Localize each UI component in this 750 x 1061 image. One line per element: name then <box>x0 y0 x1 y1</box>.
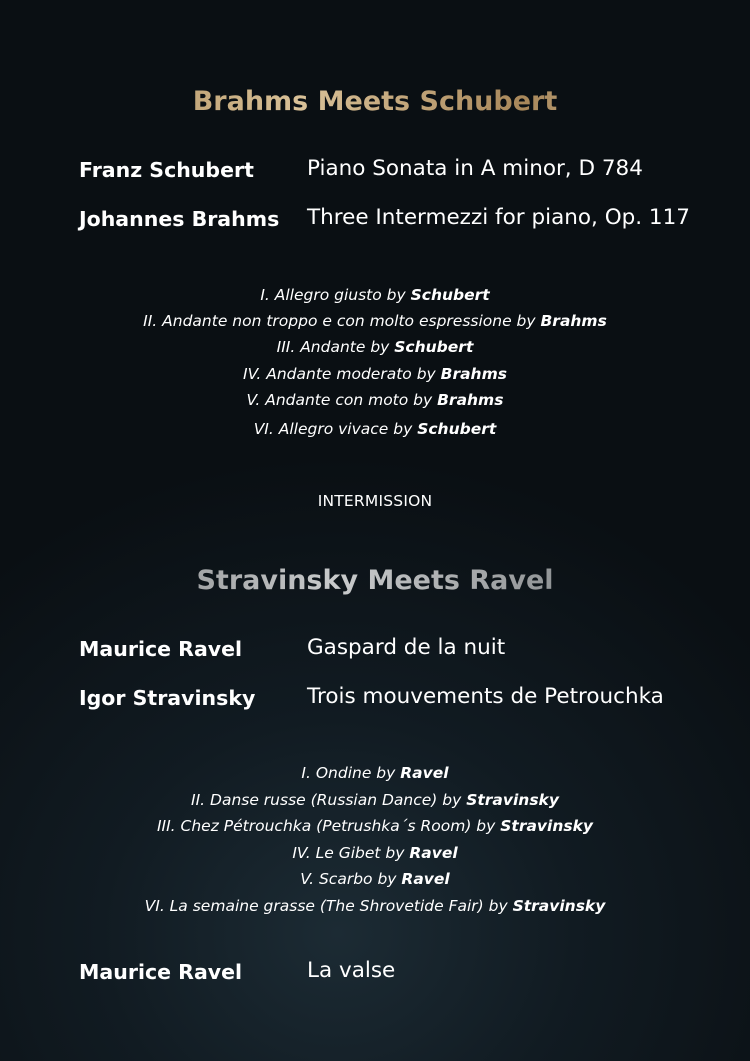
piece-title: Trois mouvements de Petrouchka <box>307 684 664 709</box>
piece-title: Three Intermezzi for piano, Op. 117 <box>307 205 690 230</box>
movement-line: III. Chez Pétrouchka (Petrushka´s Room) by Stravinsky <box>156 817 594 835</box>
movement-line: II. Andante non troppo e con molto espressione by Brahms <box>143 312 607 330</box>
movement-line: III. Andante by Schubert <box>276 338 474 356</box>
movement-line: I. Allegro giusto by Schubert <box>260 286 490 304</box>
composer-name: Igor Stravinsky <box>79 686 256 710</box>
composer-name: Maurice Ravel <box>79 637 243 661</box>
work-row-schubert <box>0 156 750 186</box>
composer-name: Franz Schubert <box>79 158 254 182</box>
piece-title: La valse <box>307 958 396 983</box>
movement-line: V. Andante con moto by Brahms <box>246 391 504 409</box>
movement-line: VI. Allegro vivace by Schubert <box>253 420 497 438</box>
movement-line: V. Scarbo by Ravel <box>300 870 450 888</box>
composer-name: Maurice Ravel <box>79 960 243 984</box>
movement-line: VI. La semaine grasse (The Shrovetide Fair) by Stravinsky <box>144 897 606 915</box>
work-row-ravel-valse <box>0 958 750 988</box>
work-row-ravel <box>0 635 750 665</box>
movement-line: I. Ondine by Ravel <box>301 764 449 782</box>
composer-name: Johannes Brahms <box>79 207 280 231</box>
section-title-part2: Stravinsky Meets Ravel <box>0 565 750 596</box>
work-row-stravinsky <box>0 684 750 714</box>
piece-title: Piano Sonata in A minor, D 784 <box>307 156 643 181</box>
work-row-brahms <box>0 205 750 235</box>
piece-title: Gaspard de la nuit <box>307 635 506 660</box>
movement-line: IV. Le Gibet by Ravel <box>292 844 458 862</box>
section-title-part1: Brahms Meets Schubert <box>0 86 750 117</box>
movement-line: IV. Andante moderato by Brahms <box>243 365 507 383</box>
intermission-label: INTERMISSION <box>317 492 433 510</box>
movement-line: II. Danse russe (Russian Dance) by Stravinsky <box>191 791 559 809</box>
